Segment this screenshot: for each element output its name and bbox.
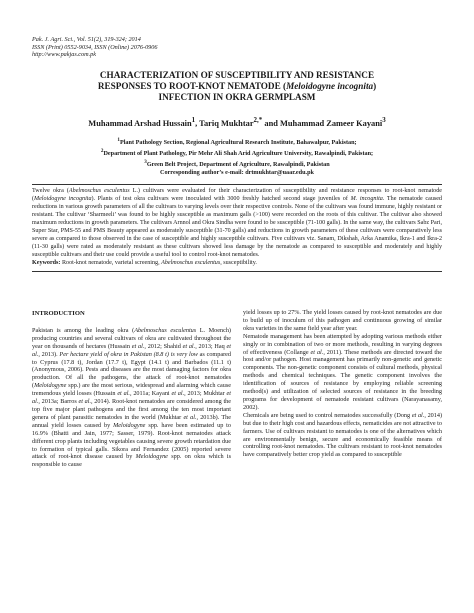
text-run: , 2012; Shahid <box>144 342 183 350</box>
intro-paragraph-2: yield losses up to 27%. The yield losses caused by root-knot nematodes are due to build up of inoculum of this pathogen and continuous growing of similar okra varieties in the same field year after year. <box>243 309 442 332</box>
title-line-1: CHARACTERIZATION OF SUSCEPTIBILITY AND RESISTANCE <box>99 70 375 80</box>
keywords-species: Abelmoschus esculentus <box>161 259 221 266</box>
paper-title <box>40 70 434 103</box>
affiliation-1-mark: 1 <box>117 137 120 143</box>
section-heading-introduction: INTRODUCTION <box>32 310 85 317</box>
text-italic: Meloidogyne <box>34 382 67 390</box>
text-run: , 2014). Root-knot nematodes are considered among the top five major plant pathogens and the first among the ten most important genera of plant parasitic nematodes in the world (Mukhtar <box>32 398 231 421</box>
author-1-affil-mark: 1 <box>191 116 196 124</box>
author-1: Muhammad Arshad Hussain <box>88 118 192 128</box>
affiliation-3-mark: 3 <box>144 159 147 166</box>
text-run: , 2014) but due to their high cost and hazardous effects, nematicides are not attractive to farmers. Use of cultivars resistant to nematodes is one of the alternatives which are environmentally benign, secure and economically feasible means of controlling root-knot nematodes. The cultivars resistant to root-knot nematodes have comparatively better crop yield as compared to susceptible <box>243 411 442 459</box>
author-3: and Muhammad Zameer Kayani <box>262 118 383 128</box>
affiliation-2-mark: 2 <box>100 148 104 155</box>
text-italic: Meloidogyne <box>135 453 168 461</box>
title-line-2-post: ) <box>373 81 377 91</box>
text-italic: et al. <box>131 342 145 350</box>
text-run: , 2011a; Kayani <box>129 390 172 398</box>
affiliation-1 <box>40 136 434 147</box>
abstract <box>32 184 442 272</box>
abstract-species: Abelmoschus esculentus <box>68 188 130 194</box>
right-column <box>243 309 442 459</box>
journal-issn: ISSN (Print) 0552-9034, ISSN (Online) 2076-0906 <box>32 43 158 51</box>
text-italic: et al. <box>32 390 232 406</box>
text-run: , 2013; Mukhtar <box>184 390 227 398</box>
text-italic: et al. <box>183 413 197 421</box>
text-italic: et al. <box>182 342 196 350</box>
text-italic: et al. <box>411 411 425 419</box>
text-italic: Meloidogyne <box>113 421 146 429</box>
text-run: spp. on okra which is responsible to cause <box>32 453 231 469</box>
abstract-text <box>32 188 442 258</box>
text-italic: et al. <box>78 398 92 406</box>
author-list <box>40 116 434 128</box>
text-run: as compared to Cyprus (17.8 t), Jordan (17.7 t), Egypt (14.1 t) and Barbados (11.1 t) (Anonymous, 2006). Pests and diseases are the most damaging factors for okra production. Of all the pathogens, the attack of root-knot nematodes ( <box>32 350 231 390</box>
abstract-part: ). Plants of test okra cultivars were inoculated with 3000 freshly hatched second stage juveniles of <box>91 195 351 202</box>
abstract-part: . The nematode caused reductions in various growth parameters of all the cultivars to varying levels over their respective controls. None of the cultivars was found immune, highly resistant or resistant. The cultivar ‘Sharmeeli’ was found to be highly susceptible as maximum galls (>100) were recorded on the roots of this cultivar. The cultivar also showed maximum reductions in growth parameters. The cultivars Arnnol and Okra Sindha were found to be susceptible (71-100 galls). In the same way, the cultivars Sabz Pari, Super Star, PMS-55 and PMS Beauty appeared as moderately susceptible (31-70 galls) and reductions in growth parameters of these cultivars were comparatively less severe as compared to those observed in the case of susceptible and highly susceptible cultivars. Five cultivars viz. Sanam, Dikshah, Arka Anamika, Ikra-1 and Ikra-2 (11-30 galls) were rated as moderately resistant as these cultivars showed less damage by the nematode as compared to susceptible and moderately and highly susceptible cultivars and their use could provide a useful tool to control root-knot nematodes. <box>32 195 442 258</box>
affiliation-2-text: Department of Plant Pathology, Pir Mehr Ali Shah Arid Agriculture University, Rawalpindi, Pakistan; <box>103 150 374 158</box>
text-italic: et al. <box>117 390 130 398</box>
author-2-affil-mark: 2,* <box>253 116 263 124</box>
title-line-2-species: Meloidogyne incognita <box>286 81 374 91</box>
text-italic: et al. <box>171 390 185 398</box>
abstract-part: L.) cultivars were evaluated for their characterization of susceptibility and resistance responses to root-knot nematode ( <box>32 188 442 202</box>
text-run: spp. have been estimated up to 16.9% (Bhatti and Jain, 1977; Sasser, 1979). Root-knot nematodes attack different crop plants including vegetables causing severe growth retardation due to formation of typical galls. Sikora and Fernandez (2005) reported severe attack of root-knot disease caused by <box>32 421 231 461</box>
author-2: , Tariq Mukhtar <box>195 118 254 128</box>
corresponding-author: Corresponding author’s e-mail: drtmukhtar@uaar.edu.pk <box>160 169 314 177</box>
affiliation-3-text: Green Belt Project, Department of Agriculture, Rawalpindi, Pakistan <box>146 161 330 169</box>
author-3-affil-mark: 3 <box>382 116 386 124</box>
intro-paragraph-1 <box>32 327 231 469</box>
text-run: Pakistan is among the leading okra ( <box>32 326 135 334</box>
affiliation-3 <box>40 158 434 169</box>
text-run: , 2013). <box>38 350 60 358</box>
abstract-nematode-short: M. incognita <box>350 195 383 202</box>
text-italic: et al. <box>310 348 324 356</box>
text-run: , 2013b). The annual yield losses caused by <box>32 413 232 429</box>
affiliations <box>40 136 434 177</box>
text-italic: et al. <box>32 342 231 358</box>
intro-paragraph-3 <box>243 333 442 412</box>
keywords-end: , susceptibility. <box>220 259 257 266</box>
text-run: , 2011). These methods are directed toward the host and/or pathogen. Host management has primarily non-genetic and genetic components. The non-genetic component consists of cultural methods, physical methods and chemical techniques. The genetic component involves the identification of sources of resistance by employing reliable screening method(s) and utilization of selected sources of resistance in the breeding programs for development of nematode resistant cultivars (Narayanasamy, 2002). <box>243 348 442 411</box>
keywords-label: Keywords: <box>32 259 61 266</box>
text-italic: Abelmoschus esculentus <box>134 326 197 334</box>
left-column <box>32 310 231 469</box>
journal-url[interactable]: http://www.pakjas.com.pk <box>32 51 96 59</box>
title-line-2-pre: RESPONSES TO ROOT-KNOT NEMATODE ( <box>97 81 287 91</box>
abstract-nematode: Meloidogyne incognita <box>34 195 92 202</box>
intro-paragraph-4 <box>243 412 442 459</box>
affiliation-1-text: Plant Pathology Section, Regional Agricultural Research Institute, Bahawalpur, Pakistan; <box>119 139 357 147</box>
abstract-part: Twelve okra ( <box>32 188 69 194</box>
keywords <box>32 260 442 268</box>
text-run: Chemicals are being used to control nematodes successfully (Dong <box>243 411 412 419</box>
affiliation-2 <box>40 147 434 158</box>
text-run: spp.) are the most serious, widespread and alarming which cause tremendous yield losses (Hussain <box>32 382 231 398</box>
text-run: , 2013a; Barros <box>38 398 79 406</box>
title-line-3: INFECTION IN OKRA GERMPLASM <box>158 92 316 102</box>
text-run: Nematode management has been attempted by adopting various methods either singly or in combination of two or more methods, resulting in varying degrees of effectiveness (Collange <box>243 332 442 356</box>
text-run: L. Moench) producing countries and several cultivars of okra are cultivated throughout the year on thousands of hectares (Hussain <box>32 326 231 350</box>
text-run: , 2013; Haq <box>195 342 227 350</box>
text-italic: Per hectare yield of okra in Pakistan (8.8 t) is very low <box>59 350 198 358</box>
title-line-2 <box>40 81 434 92</box>
journal-citation: Pak. J. Agri. Sci., Vol. 51(2), 319-324; 2014 <box>32 36 141 43</box>
keywords-text: Root-knot nematode, varietal screening, <box>60 259 162 266</box>
journal-header <box>32 36 157 59</box>
